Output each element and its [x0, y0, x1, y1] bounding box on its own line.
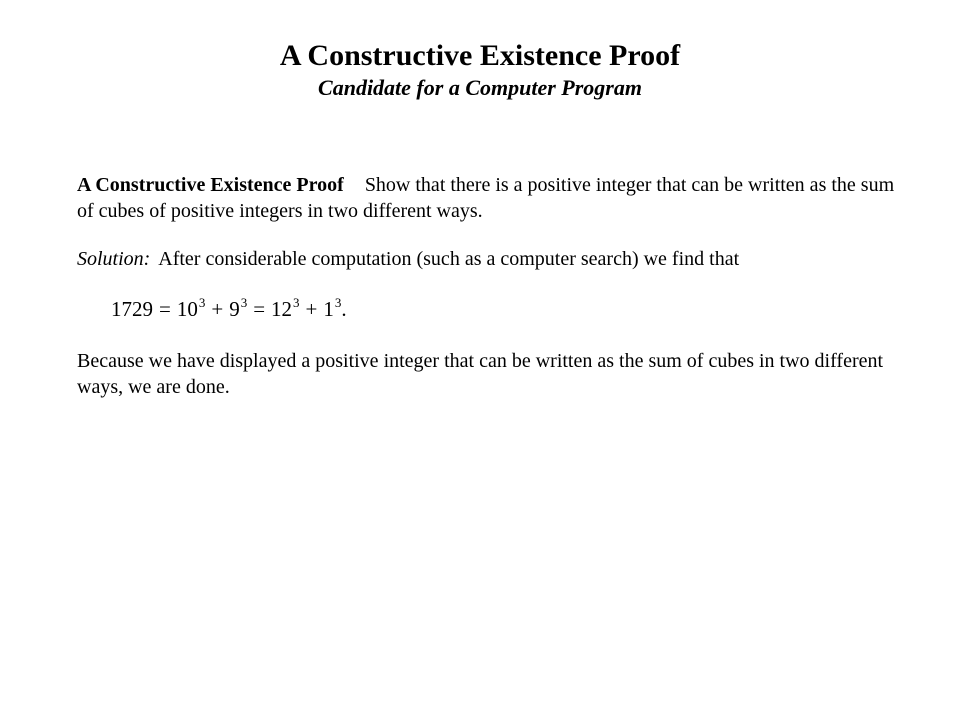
theorem-label: A Constructive Existence Proof — [77, 174, 344, 196]
solution-text: After considerable computation (such as a computer search) we find that — [158, 248, 740, 270]
equals-sign: = — [253, 297, 266, 321]
solution-intro — [77, 246, 897, 272]
solution-label: Solution: — [77, 248, 151, 270]
plus-sign: + — [305, 297, 318, 321]
slide-title: A Constructive Existence Proof — [279, 39, 681, 72]
theorem-statement — [77, 172, 897, 224]
equals-sign: = — [159, 297, 171, 321]
equation-lhs: 1729 — [111, 297, 153, 321]
taxicab-equation — [111, 294, 897, 324]
term-exponent: 3 — [293, 295, 300, 310]
slide-subtitle: Candidate for a Computer Program — [318, 75, 642, 100]
term-base: 1 — [323, 297, 334, 321]
term-base: 9 — [229, 297, 240, 321]
conclusion-text: Because we have displayed a positive integer that can be written as the sum of cubes in two different ways, we are done. — [77, 350, 884, 398]
theorem-text: Show that there is a positive integer that can be written as the sum of cubes of positive integers in two different ways. — [77, 174, 895, 222]
term-base: 10 — [176, 297, 198, 321]
slide-header — [0, 38, 960, 102]
textbook-excerpt — [77, 172, 897, 400]
term-base: 12 — [271, 297, 293, 321]
term-exponent: 3 — [334, 295, 342, 310]
term-exponent: 3 — [198, 295, 206, 310]
plus-sign: + — [211, 297, 224, 321]
term-exponent: 3 — [240, 295, 248, 310]
equation-period: . — [341, 297, 347, 321]
